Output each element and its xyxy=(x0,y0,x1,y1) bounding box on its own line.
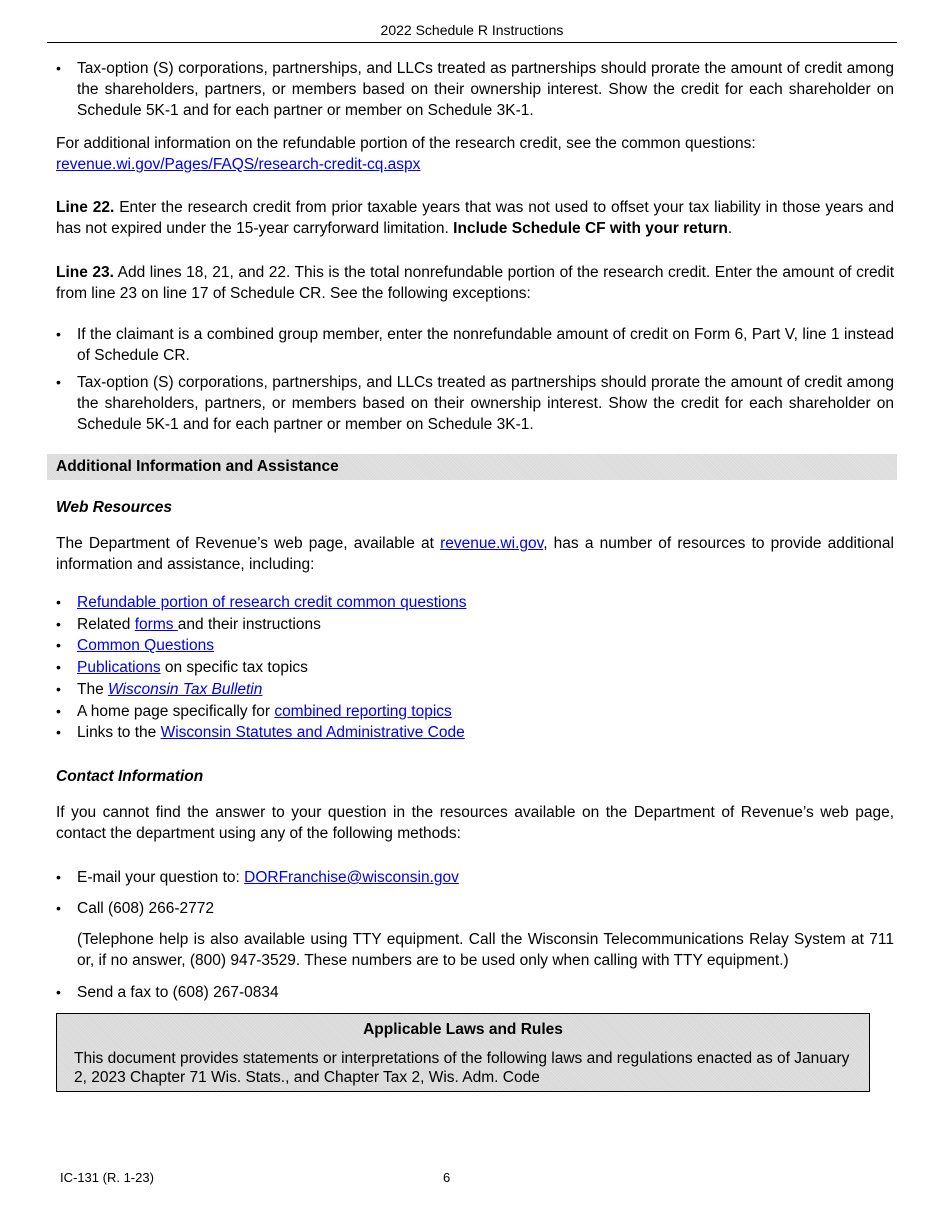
list-item-text: Related xyxy=(77,615,135,633)
running-header: 2022 Schedule R Instructions xyxy=(47,21,897,43)
list-item-text: on specific tax topics xyxy=(160,659,308,677)
list-item: • Tax-option (S) corporations, partnerships, and LLCs treated as partnerships should prorate the amount of credit among the shareholders, partners, or members based on their ownership interest. Show the credit for each shareholder on Schedule 5K-1 and for each partner or member on Schedule 3K-1. xyxy=(56,372,894,435)
list-item xyxy=(56,635,894,657)
contact-call-list xyxy=(56,898,894,919)
list-item xyxy=(56,867,894,888)
list-item-text: A home page specifically for xyxy=(77,702,275,720)
line-23-text: Add lines 18, 21, and 22. This is the total nonrefundable portion of the research credit. Enter the amount of credit from line 23 on line 17 of Schedule CR. See the following exceptions: xyxy=(56,264,894,302)
list-item-text: and their instructions xyxy=(177,615,321,633)
email-label: E-mail your question to: xyxy=(77,869,245,886)
contact-heading: Contact Information xyxy=(56,768,204,785)
page-number: 6 xyxy=(443,1170,451,1185)
applicable-laws-title: Applicable Laws and Rules xyxy=(363,1021,563,1038)
revenue-home-link[interactable]: revenue.wi.gov xyxy=(440,535,544,552)
line-23-exceptions-list-2 xyxy=(56,372,894,435)
forms-link[interactable]: forms xyxy=(134,615,178,633)
list-item xyxy=(56,614,894,636)
list-item xyxy=(56,592,894,614)
line-23-paragraph xyxy=(56,262,894,304)
contact-intro: If you cannot find the answer to your question in the resources available on the Department of Revenue’s web page, contact the department using any of the following methods: xyxy=(56,804,894,842)
line-22-text: Enter the research credit from prior taxable years that was not used to offset your tax liability in those years and has not expired under the 15-year carryforward limitation. xyxy=(56,199,894,237)
list-item xyxy=(56,701,894,723)
list-item: • If the claimant is a combined group member, enter the nonrefundable amount of credit on Form 6, Part V, line 1 instead of Schedule CR. xyxy=(56,324,894,366)
list-item xyxy=(56,657,894,679)
list-item-text: The xyxy=(77,680,109,698)
tty-note: (Telephone help is also available using TTY equipment. Call the Wisconsin Telecommunications Relay System at 711 or, if no answer, (800) 947-3529. These numbers are to be used only when calling with TTY equipment.) xyxy=(77,931,894,969)
research-credit-faq-link[interactable]: revenue.wi.gov/Pages/FAQS/research-credit-cq.aspx xyxy=(56,156,421,173)
applicable-laws-text: This document provides statements or interpretations of the following laws and regulations enacted as of January 2, 2023 Chapter 71 Wis. Stats., and Chapter Tax 2, Wis. Adm. Code xyxy=(74,1050,850,1086)
web-resources-list xyxy=(56,592,894,744)
list-item-text: Links to the xyxy=(77,724,161,742)
list-item xyxy=(56,679,894,701)
line-22-label: Line 22. xyxy=(56,199,115,216)
applicable-laws-box xyxy=(56,1013,870,1092)
line-22-bold-text: Include Schedule CF with your return xyxy=(453,220,728,237)
list-item: • Send a fax to (608) 267-0834 xyxy=(56,982,894,1003)
line-23-label: Line 23. xyxy=(56,264,114,281)
refundable-credit-questions-link[interactable]: Refundable portion of research credit common questions xyxy=(77,594,467,611)
line-23-exceptions-list xyxy=(56,324,894,366)
prorate-bullet-list xyxy=(56,58,894,121)
contact-email-list xyxy=(56,867,894,888)
combined-reporting-link[interactable]: combined reporting topics xyxy=(274,702,452,720)
publications-link[interactable]: Publications xyxy=(77,659,161,677)
intro-text-before: The Department of Revenue’s web page, available at xyxy=(56,535,441,552)
web-resources-intro xyxy=(56,533,894,575)
line-22-paragraph xyxy=(56,197,894,239)
email-link[interactable]: DORFranchise@wisconsin.gov xyxy=(244,869,459,886)
refundable-info-text: For additional information on the refundable portion of the research credit, see the common questions: xyxy=(56,135,756,152)
common-questions-link[interactable]: Common Questions xyxy=(77,637,214,655)
list-item: • Call (608) 266-2772 xyxy=(56,898,894,919)
intro-text-after: , has a number of resources to provide additional information and assistance, including: xyxy=(56,535,894,573)
section-heading-assistance: Additional Information and Assistance xyxy=(47,454,897,480)
web-resources-heading: Web Resources xyxy=(56,499,173,516)
contact-fax-list xyxy=(56,982,894,1003)
line-22-end: . xyxy=(727,220,733,237)
tax-bulletin-link[interactable]: Wisconsin Tax Bulletin xyxy=(108,680,263,698)
statutes-code-link[interactable]: Wisconsin Statutes and Administrative Code xyxy=(160,724,465,742)
list-item: • Tax-option (S) corporations, partnerships, and LLCs treated as partnerships should prorate the amount of credit among the shareholders, partners, or members based on their ownership interest. Show the credit for each shareholder on Schedule 5K-1 and for each partner or member on Schedule 3K-1. xyxy=(56,58,894,121)
form-identifier: IC-131 (R. 1-23) xyxy=(60,1170,154,1185)
refundable-info-paragraph xyxy=(56,133,894,175)
list-item xyxy=(56,722,894,744)
